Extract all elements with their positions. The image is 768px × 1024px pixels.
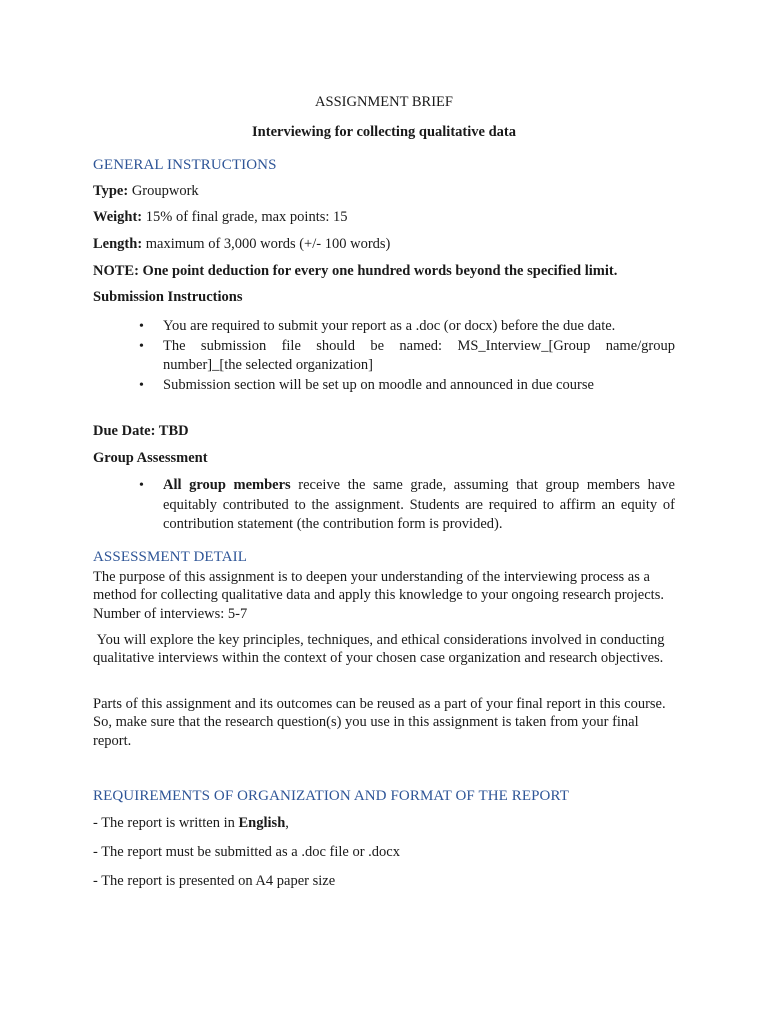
- list-item: [139, 337, 675, 376]
- requirement-1-post: ,: [285, 815, 289, 831]
- assessment-detail-heading: ASSESSMENT DETAIL: [93, 549, 247, 565]
- assessment-paragraph-1: The purpose of this assignment is to deepen your understanding of the interviewing process as a method for collecting qualitative data and apply this knowledge to your ongoing research projects. Number of interviews: 5-7: [93, 569, 664, 622]
- requirement-line-3: - The report is presented on A4 paper size: [93, 873, 336, 889]
- submission-item-text: You are required to submit your report as a .doc (or docx) before the due date.: [163, 318, 616, 334]
- weight-label: Weight:: [93, 209, 143, 225]
- requirement-1-bold: English: [238, 815, 286, 831]
- bullet-icon: •: [139, 338, 144, 354]
- document-title: ASSIGNMENT BRIEF: [315, 94, 453, 110]
- due-date: Due Date: TBD: [93, 423, 189, 439]
- group-assessment-heading: Group Assessment: [93, 450, 208, 466]
- requirements-heading: REQUIREMENTS OF ORGANIZATION AND FORMAT OF THE REPORT: [93, 788, 569, 804]
- type-value: Groupwork: [128, 183, 199, 199]
- type-line: [93, 183, 199, 200]
- requirement-1-pre: - The report is written in: [93, 815, 239, 831]
- note-line: NOTE: One point deduction for every one hundred words beyond the specified limit.: [93, 263, 618, 279]
- bullet-icon: •: [139, 377, 144, 393]
- general-instructions-heading: GENERAL INSTRUCTIONS: [93, 157, 277, 173]
- requirement-line-2: - The report must be submitted as a .doc file or .docx: [93, 844, 400, 860]
- length-label: Length:: [93, 236, 143, 252]
- submission-instructions-heading: Submission Instructions: [93, 289, 243, 305]
- length-line: [93, 236, 390, 253]
- weight-value: 15% of final grade, max points: 15: [142, 209, 348, 225]
- bullet-icon: •: [139, 478, 144, 493]
- submission-item-text: The submission file should be named: MS_Interview_[Group name/group number]_[the selected organization]: [163, 337, 675, 373]
- assessment-paragraph-2: You will explore the key principles, techniques, and ethical considerations involved in conducting qualitative interviews within the context of your chosen case organization and research objectives.: [93, 632, 669, 667]
- weight-line: [93, 209, 348, 226]
- requirement-line-1: [93, 815, 289, 832]
- document-subtitle: Interviewing for collecting qualitative data: [252, 124, 516, 140]
- group-text: receive the same grade, assuming that group members have equitably contributed to the assignment. Students are required to affirm an equity of contribution statement (the contribution form is provided).: [163, 477, 675, 532]
- submission-item-text: Submission section will be set up on moodle and announced in due course: [163, 376, 594, 393]
- bullet-icon: •: [139, 319, 144, 334]
- group-list: [139, 476, 675, 535]
- type-label: Type:: [93, 183, 129, 199]
- list-item: [139, 476, 675, 535]
- submission-list: [139, 317, 675, 395]
- length-value: maximum of 3,000 words (+/- 100 words): [142, 236, 391, 252]
- assessment-paragraph-3: Parts of this assignment and its outcomes can be reused as a part of your final report in this course. So, make sure that the research question(s) you use in this assignment is taken from your final report.: [93, 696, 666, 749]
- list-item: [139, 317, 675, 337]
- list-item: [139, 376, 675, 396]
- group-bold-text: All group members: [163, 477, 291, 493]
- document-page: [93, 0, 675, 1024]
